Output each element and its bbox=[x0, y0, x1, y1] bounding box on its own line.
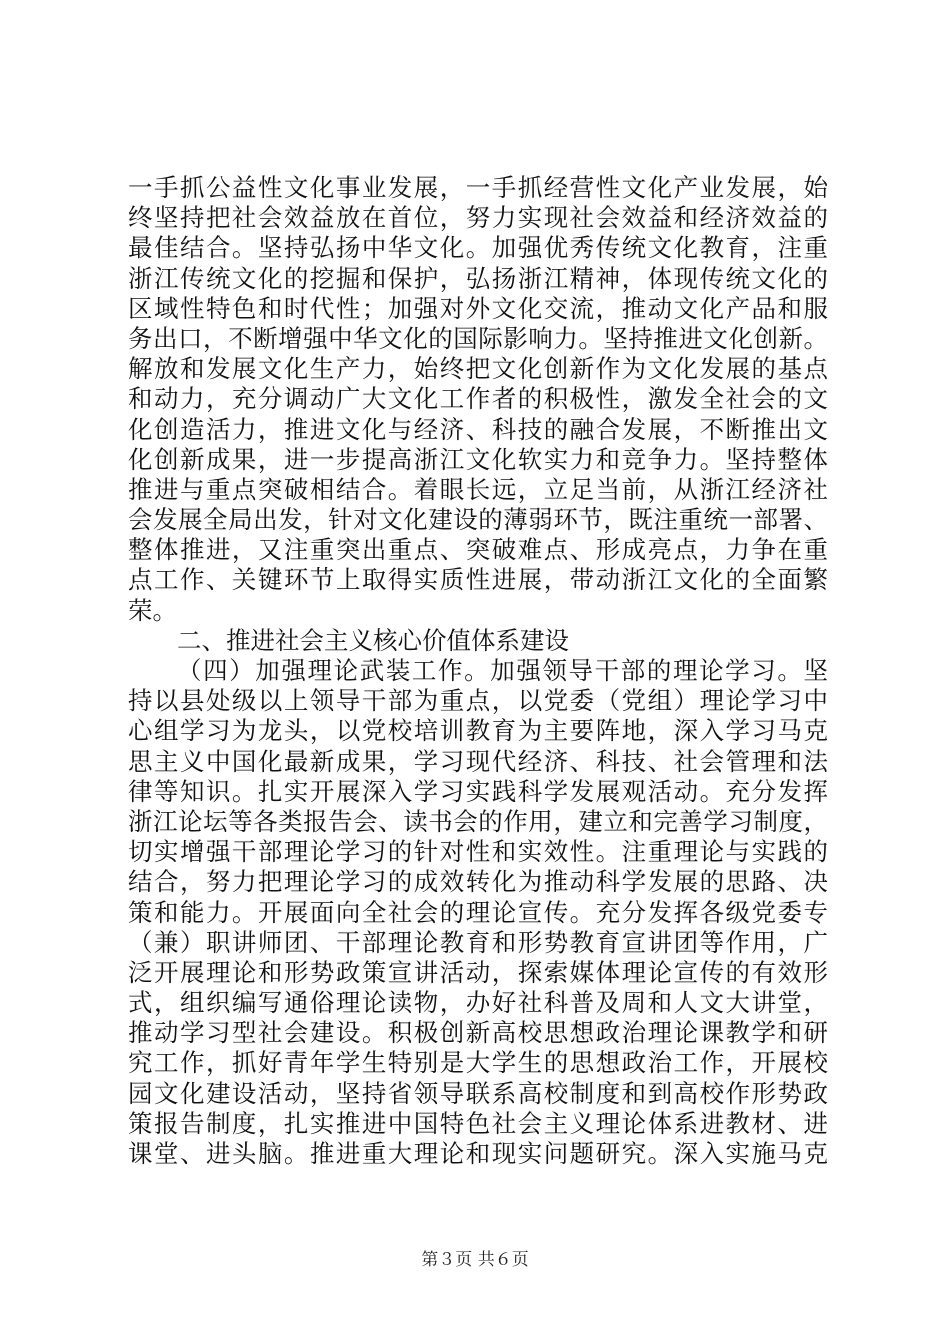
text-line: 心组学习为龙头，以党校培训教育为主要阵地，深入学习马克 bbox=[128, 716, 828, 746]
text-line: （兼）职讲师团、干部理论教育和形势教育宣讲团等作用，广 bbox=[128, 927, 828, 957]
text-line: 务出口，不断增强中华文化的国际影响力。坚持推进文化创新。 bbox=[128, 323, 828, 353]
text-line: 点工作、关键环节上取得实质性进展，带动浙江文化的全面繁 bbox=[128, 565, 828, 595]
text-line: 推进与重点突破相结合。着眼长远，立足当前，从浙江经济社 bbox=[128, 474, 828, 504]
text-line: 策和能力。开展面向全社会的理论宣传。充分发挥各级党委专 bbox=[128, 897, 828, 927]
body-text bbox=[128, 173, 828, 1169]
text-line: 整体推进，又注重突出重点、突破难点、形成亮点，力争在重 bbox=[128, 535, 828, 565]
text-line: 律等知识。扎实开展深入学习实践科学发展观活动。充分发挥 bbox=[128, 776, 828, 806]
text-line: 解放和发展文化生产力，始终把文化创新作为文化发展的基点 bbox=[128, 354, 828, 384]
text-line: 和动力，充分调动广大文化工作者的积极性，激发全社会的文 bbox=[128, 384, 828, 414]
text-line: 化创新成果，进一步提高浙江文化软实力和竞争力。坚持整体 bbox=[128, 444, 828, 474]
text-line: 式，组织编写通俗理论读物，办好社科普及周和人文大讲堂， bbox=[128, 988, 828, 1018]
text-line: 浙江论坛等各类报告会、读书会的作用，建立和完善学习制度， bbox=[128, 806, 828, 836]
text-line: 区域性特色和时代性；加强对外文化交流，推动文化产品和服 bbox=[128, 293, 828, 323]
text-line: 策报告制度，扎实推进中国特色社会主义理论体系进教材、进 bbox=[128, 1108, 828, 1138]
text-line: 荣。 bbox=[128, 595, 177, 625]
text-line: 课堂、进头脑。推进重大理论和现实问题研究。深入实施马克 bbox=[128, 1139, 828, 1168]
text-line: 结合，努力把理论学习的成效转化为推动科学发展的思路、决 bbox=[128, 867, 828, 897]
text-line: 化创造活力，推进文化与经济、科技的融合发展，不断推出文 bbox=[128, 414, 828, 444]
text-line: 泛开展理论和形势政策宣讲活动，探索媒体理论宣传的有效形 bbox=[128, 957, 828, 987]
text-line: 园文化建设活动，坚持省领导联系高校制度和到高校作形势政 bbox=[128, 1078, 828, 1108]
text-line: （四）加强理论武装工作。加强领导干部的理论学习。坚 bbox=[177, 656, 828, 685]
text-line: 思主义中国化最新成果，学习现代经济、科技、社会管理和法 bbox=[128, 746, 828, 776]
text-line: 切实增强干部理论学习的针对性和实效性。注重理论与实践的 bbox=[128, 837, 828, 867]
text-line: 一手抓公益性文化事业发展，一手抓经营性文化产业发展，始 bbox=[128, 173, 828, 202]
text-line: 持以县处级以上领导干部为重点，以党委（党组）理论学习中 bbox=[128, 686, 828, 716]
text-line: 推动学习型社会建设。积极创新高校思想政治理论课教学和研 bbox=[128, 1018, 828, 1048]
text-line: 浙江传统文化的挖掘和保护，弘扬浙江精神，体现传统文化的 bbox=[128, 263, 828, 293]
page-footer: 第３页 共６页 bbox=[421, 1250, 529, 1270]
text-line: 会发展全局出发，针对文化建设的薄弱环节，既注重统一部署、 bbox=[128, 505, 828, 535]
text-line: 最佳结合。坚持弘扬中华文化。加强优秀传统文化教育，注重 bbox=[128, 233, 828, 263]
section-heading: 二、推进社会主义核心价值体系建设 bbox=[177, 625, 569, 655]
text-line: 究工作，抓好青年学生特别是大学生的思想政治工作，开展校 bbox=[128, 1048, 828, 1078]
text-line: 终坚持把社会效益放在首位，努力实现社会效益和经济效益的 bbox=[128, 203, 828, 233]
